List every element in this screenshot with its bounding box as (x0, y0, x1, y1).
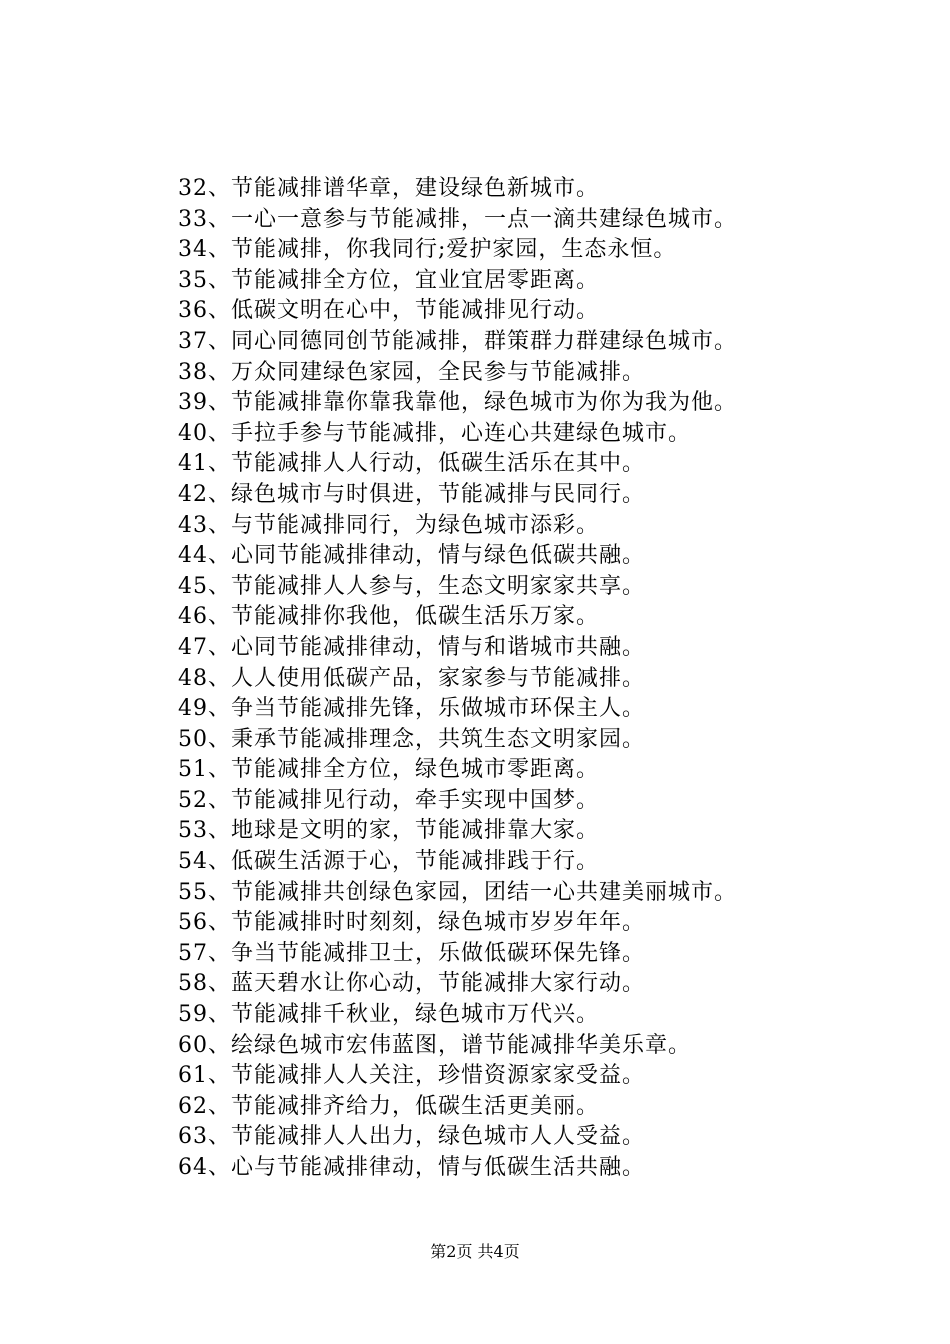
list-item: 35、节能减排全方位，宜业宜居零距离。 (178, 267, 599, 293)
list-item: 44、心同节能减排律动，情与绿色低碳共融。 (178, 543, 645, 569)
document-body (178, 174, 878, 1184)
list-item: 60、绘绿色城市宏伟蓝图，谱节能减排华美乐章。 (178, 1032, 691, 1058)
list-item: 56、节能减排时时刻刻，绿色城市岁岁年年。 (178, 910, 645, 936)
list-item: 34、节能减排，你我同行;爱护家园，生态永恒。 (178, 237, 677, 263)
list-item: 37、同心同德同创节能减排，群策群力群建绿色城市。 (178, 328, 737, 354)
list-item: 40、手拉手参与节能减排，心连心共建绿色城市。 (178, 420, 691, 446)
list-item: 63、节能减排人人出力，绿色城市人人受益。 (178, 1124, 645, 1150)
list-item: 38、万众同建绿色家园，全民参与节能减排。 (178, 359, 645, 385)
list-item: 45、节能减排人人参与，生态文明家家共享。 (178, 573, 645, 599)
list-item: 57、争当节能减排卫士，乐做低碳环保先锋。 (178, 940, 645, 966)
list-item: 53、地球是文明的家，节能减排靠大家。 (178, 818, 599, 844)
list-item: 36、低碳文明在心中，节能减排见行动。 (178, 298, 599, 324)
list-item: 33、一心一意参与节能减排，一点一滴共建绿色城市。 (178, 206, 737, 232)
list-item: 54、低碳生活源于心，节能减排践于行。 (178, 849, 599, 875)
list-item: 52、节能减排见行动，牵手实现中国梦。 (178, 787, 599, 813)
list-item: 62、节能减排齐给力，低碳生活更美丽。 (178, 1093, 599, 1119)
list-item: 42、绿色城市与时俱进，节能减排与民同行。 (178, 481, 645, 507)
list-item: 49、争当节能减排先锋，乐做城市环保主人。 (178, 696, 645, 722)
list-item: 61、节能减排人人关注，珍惜资源家家受益。 (178, 1063, 645, 1089)
list-item: 59、节能减排千秋业，绿色城市万代兴。 (178, 1002, 599, 1028)
list-item: 48、人人使用低碳产品，家家参与节能减排。 (178, 665, 645, 691)
list-item: 41、节能减排人人行动，低碳生活乐在其中。 (178, 451, 645, 477)
list-item: 47、心同节能减排律动，情与和谐城市共融。 (178, 634, 645, 660)
list-item: 39、节能减排靠你靠我靠他，绿色城市为你为我为他。 (178, 390, 737, 416)
list-item: 46、节能减排你我他，低碳生活乐万家。 (178, 604, 599, 630)
list-item: 50、秉承节能减排理念，共筑生态文明家园。 (178, 726, 645, 752)
list-item: 64、心与节能减排律动，情与低碳生活共融。 (178, 1155, 645, 1180)
list-item: 55、节能减排共创绿色家园，团结一心共建美丽城市。 (178, 879, 737, 905)
list-item: 51、节能减排全方位，绿色城市零距离。 (178, 757, 599, 783)
list-item: 43、与节能减排同行，为绿色城市添彩。 (178, 512, 599, 538)
list-item: 32、节能减排谱华章，建设绿色新城市。 (178, 176, 599, 201)
list-item: 58、蓝天碧水让你心动，节能减排大家行动。 (178, 971, 645, 997)
page-number: 第2页 共4页 (430, 1242, 520, 1261)
